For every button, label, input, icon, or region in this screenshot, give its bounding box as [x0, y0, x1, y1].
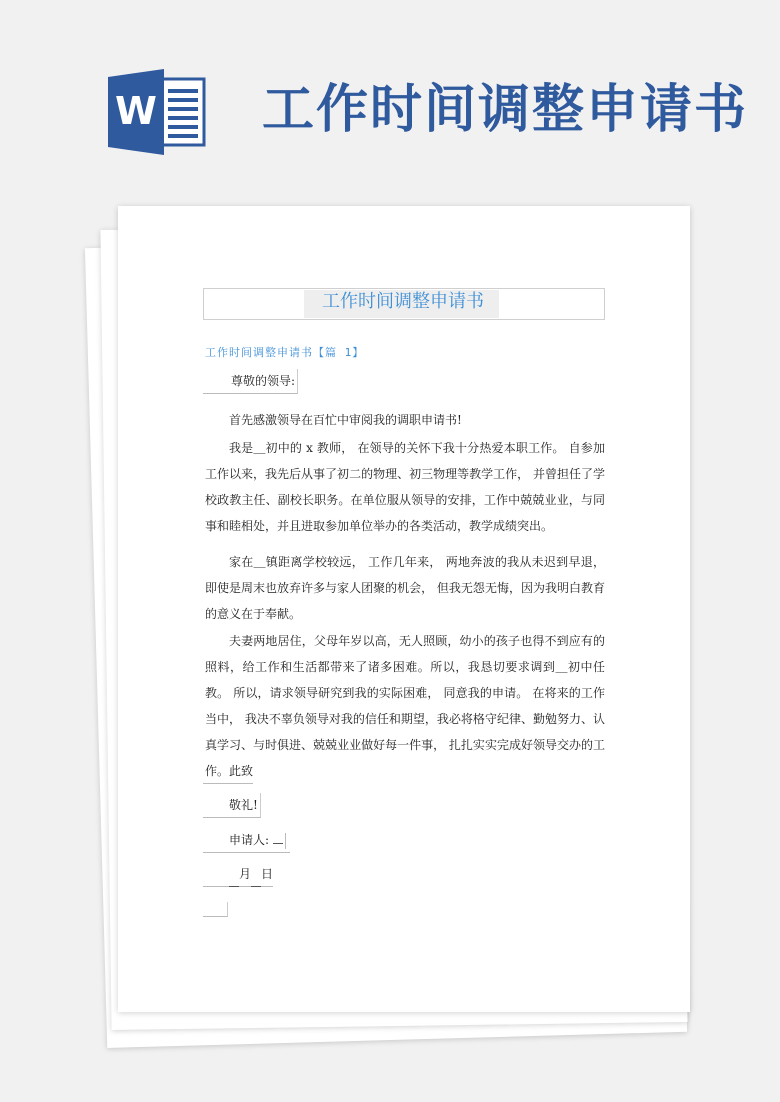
month-blank	[229, 862, 239, 887]
document-page	[118, 206, 690, 1012]
paragraph-3: 家在＿镇距离学校较远， 工作几年来， 两地奔波的我从未迟到早退， 即使是周末也放弃许多与家人团聚的机会， 但我无怨无悔，因为我明白教育的意义在于奉献。	[205, 555, 605, 621]
paragraph-2: 我是＿初中的 x 教师， 在领导的关怀下我十分热爱本职工作。 自参加工作以来，我先后从事了初二的物理、初三物理等教学工作， 并曾担任了学校政教主任、副校长职务。在单位服从领导的安排，工作中兢兢业业，与同事和睦相处，并且进取参加单位举办的各类活动，教学成绩突出。	[205, 441, 605, 533]
salutation: 尊敬的领导:	[203, 369, 298, 394]
applicant-label: 申请人:	[229, 833, 270, 847]
applicant-line-end	[285, 833, 286, 849]
applicant-blank	[273, 829, 283, 844]
date-month-label: 月	[239, 867, 252, 881]
paragraph-1: 首先感激领导在百忙中审阅我的调职申请书!	[229, 413, 462, 427]
day-blank	[251, 862, 261, 887]
closing-salute: 敬礼!	[203, 793, 261, 818]
section-heading: 工作时间调整申请书【篇 1】	[205, 346, 365, 359]
end-mark	[203, 902, 228, 917]
date-line	[203, 862, 273, 887]
paragraph-4: 夫妻两地居住，父母年岁以高，无人照顾，幼小的孩子也得不到应有的照料，给工作和生活都带来了诸多困难。所以，我恳切要求调到＿初中任教。 所以，请求领导研究到我的实际困难， 同意我的申请。 在将来的工作当中， 我决不辜负领导对我的信任和期望，我必将格守纪律、勤勉努力、认真学习、与时俱进、兢兢业业做好每一件事， 扎扎实实完成好领导交办的工作。	[205, 634, 605, 778]
banner-title: 工作时间调整申请书	[262, 80, 749, 140]
applicant-line	[203, 828, 290, 853]
word-document-icon	[108, 69, 208, 155]
document-title: 工作时间调整申请书	[322, 291, 484, 312]
date-day-label: 日	[261, 867, 274, 881]
word-icon-letter: W	[115, 89, 157, 133]
closing-regards: 此致	[203, 759, 253, 784]
